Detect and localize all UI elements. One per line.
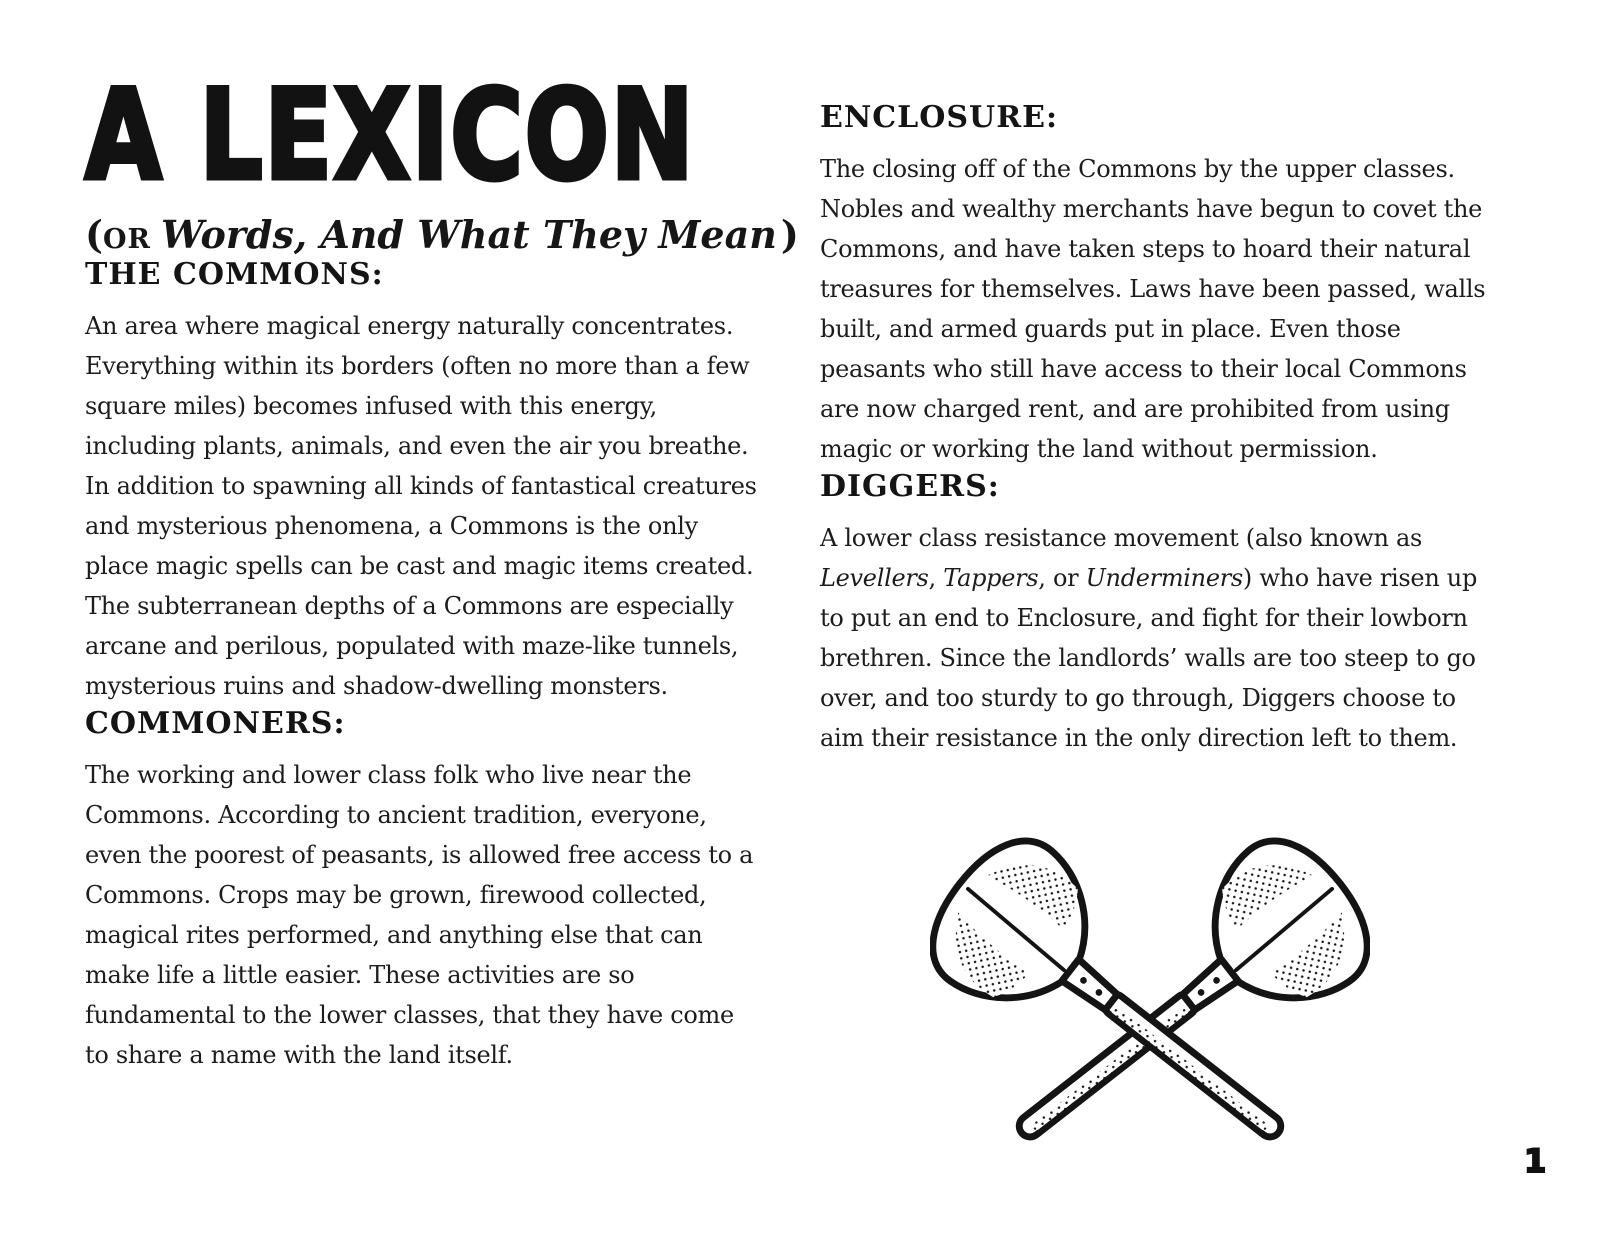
heading-enclosure: ENCLOSURE:: [820, 100, 1059, 135]
diggers-text-3: , or: [1038, 564, 1086, 592]
subtitle-italic: Words, And What They Mean: [160, 211, 777, 257]
body-diggers: [820, 518, 1492, 758]
heading-the-commons: THE COMMONS:: [85, 256, 384, 292]
diggers-text-1: A lower class resistance movement (also known as: [820, 524, 1422, 552]
page-title: A LEXICON: [85, 64, 696, 208]
diggers-text-2: ,: [928, 564, 944, 592]
body-enclosure: The closing off of the Commons by the upper classes. Nobles and wealthy merchants have begun to covet the Commons, and have taken steps to hoard their natural treasures for themselves. Laws have been passed, walls built, and armed guards put in place. Even those peasants who still have access to their local Commons are now charged rent, and are prohibited from using magic or working the land without permission.: [820, 155, 1486, 463]
diggers-italic-levellers: Levellers: [820, 564, 929, 592]
subtitle-open-paren: (: [85, 211, 103, 257]
subtitle-close-paren: ): [780, 211, 799, 257]
diggers-italic-underminers: Underminers: [1085, 564, 1243, 592]
left-column: [85, 64, 799, 1075]
diggers-italic-tappers: Tappers: [943, 564, 1039, 592]
crossed-shovels-illustration: [930, 834, 1370, 1150]
subtitle-or: OR: [102, 223, 151, 255]
right-column: [820, 100, 1492, 1150]
heading-commoners: COMMONERS:: [85, 705, 346, 741]
diggers-text-4: ) who have risen up to put an end to Enclosure, and fight for their lowborn brethren. Since the landlords’ walls are too steep to go over, and too sturdy to go through, Diggers choose to aim their resistance in the only direction left to them.: [820, 564, 1478, 752]
crossed-shovels-icon: [930, 834, 1370, 1150]
body-commoners: The working and lower class folk who live near the Commons. According to ancient tradition, everyone, even the poorest of peasants, is allowed free access to a Commons. Crops may be grown, firewood collected, magical rites performed, and anything else that can make life a little easier. These activities are so fundamental to the lower classes, that they have come to share a name with the land itself.: [85, 760, 754, 1069]
page-subtitle: [85, 211, 799, 257]
body-the-commons: An area where magical energy naturally concentrates. Everything within its borders (often no more than a few square miles) becomes infused with this energy, including plants, animals, and even the air you breathe. In addition to spawning all kinds of fantastical creatures and mysterious phenomena, a Commons is the only place magic spells can be cast and magic items created. The subterranean depths of a Commons are especially arcane and perilous, populated with maze-like tunnels, mysterious ruins and shadow-dwelling monsters.: [85, 311, 757, 700]
page-number: 1: [1524, 1142, 1547, 1180]
heading-diggers: DIGGERS:: [820, 469, 1000, 504]
